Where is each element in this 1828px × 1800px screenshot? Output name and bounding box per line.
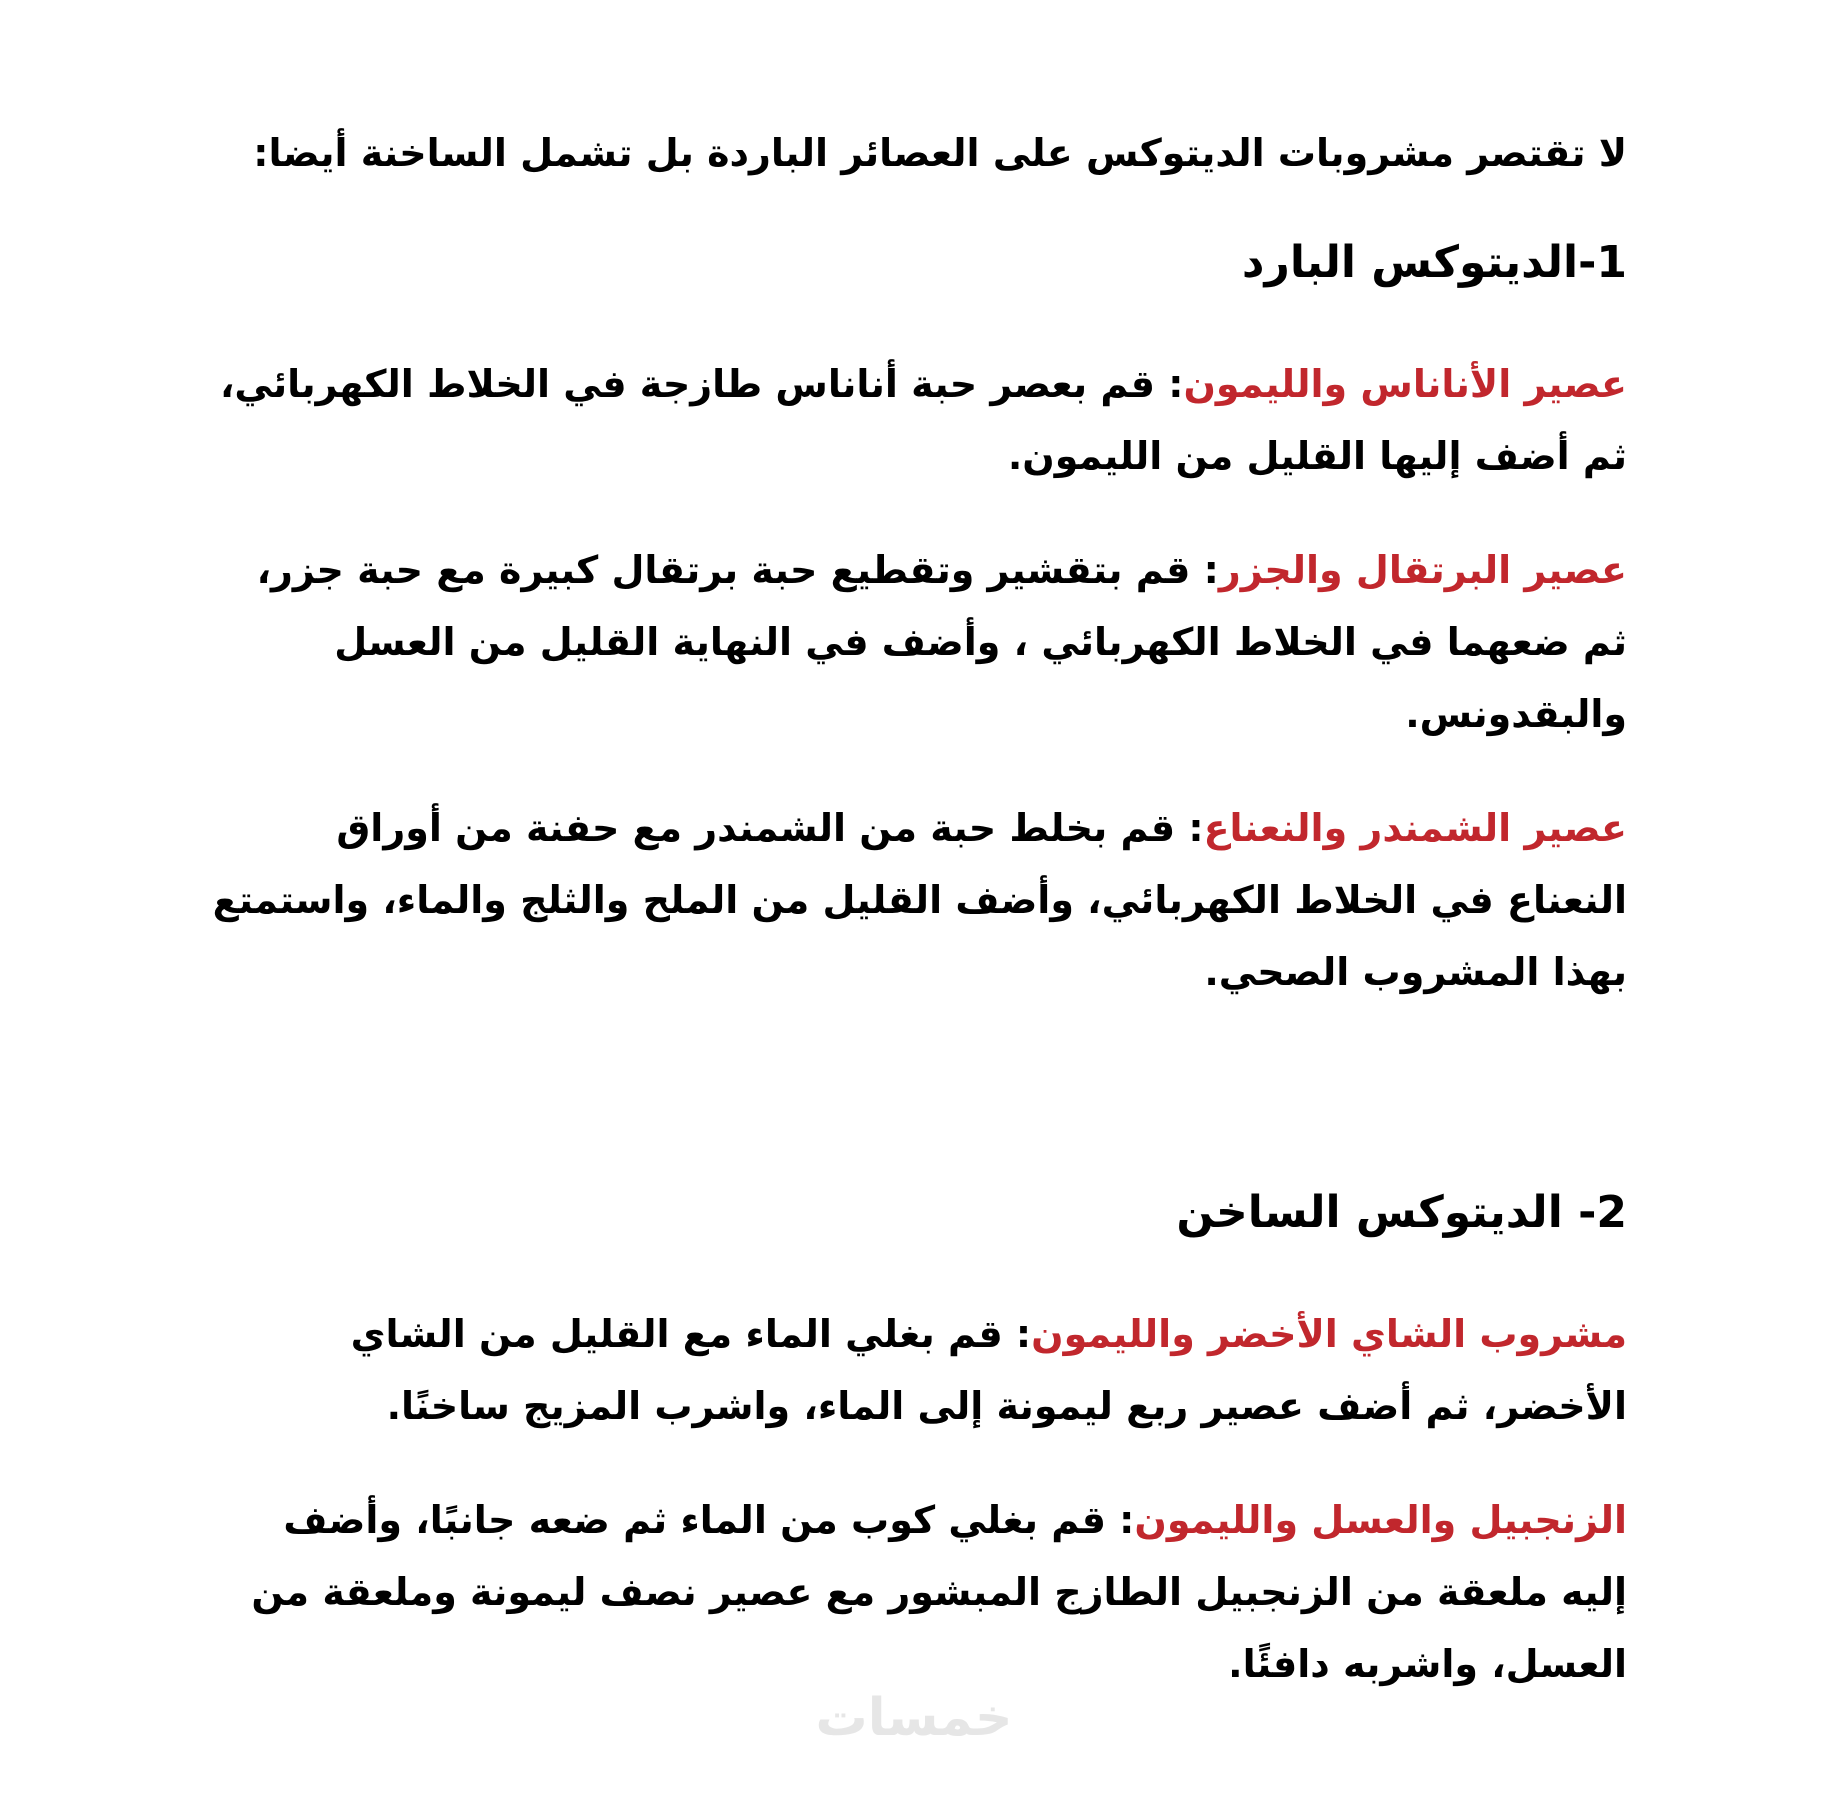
recipe-body: : قم بعصر حبة أناناس طازجة في الخلاط الكهربائي، ثم أضف إليها القليل من الليمون. <box>219 362 1627 478</box>
recipe-title: عصير الأناناس والليمون <box>1183 362 1627 406</box>
recipe-green-tea-lemon <box>205 1298 1627 1442</box>
recipe-body: : قم بتقشير وتقطيع حبة برتقال كبيرة مع حبة جزر، ثم ضعهما في الخلاط الكهربائي ، وأضف في النهاية القليل من العسل والبقدونس. <box>256 548 1627 736</box>
recipe-body: : قم بغلي الماء مع القليل من الشاي الأخضر، ثم أضف عصير ربع ليمونة إلى الماء، واشرب المزيج ساخنًا. <box>350 1312 1627 1428</box>
intro-paragraph: لا تقتصر مشروبات الديتوكس على العصائر الباردة بل تشمل الساخنة أيضا: <box>253 131 1627 175</box>
recipe-title: الزنجبيل والعسل والليمون <box>1134 1498 1627 1542</box>
recipe-title: مشروب الشاي الأخضر والليمون <box>1031 1312 1627 1356</box>
recipe-body: : قم بغلي كوب من الماء ثم ضعه جانبًا، وأضف إليه ملعقة من الزنجبيل الطازج المبشور مع عصير نصف ليمونة وملعقة من العسل، واشربه دافئًا. <box>251 1498 1627 1686</box>
recipe-title: عصير الشمندر والنعناع <box>1203 806 1627 850</box>
recipe-pineapple-lemon <box>205 348 1627 492</box>
recipe-body: : قم بخلط حبة من الشمندر مع حفنة من أوراق النعناع في الخلاط الكهربائي، وأضف القليل من الملح والثلج والماء، واستمتع بهذا المشروب الصحي. <box>212 806 1627 994</box>
recipe-ginger-honey-lemon <box>205 1484 1627 1700</box>
document-page <box>205 118 1627 1742</box>
recipe-orange-carrot <box>205 534 1627 750</box>
recipe-beet-mint <box>205 792 1627 1008</box>
recipe-title: عصير البرتقال والجزر <box>1218 548 1627 592</box>
watermark-logo: خمسات <box>815 1688 1013 1748</box>
section-heading-hot: 2- الديتوكس الساخن <box>1176 1187 1627 1238</box>
section-heading-cold: 1-الديتوكس البارد <box>1241 237 1627 288</box>
